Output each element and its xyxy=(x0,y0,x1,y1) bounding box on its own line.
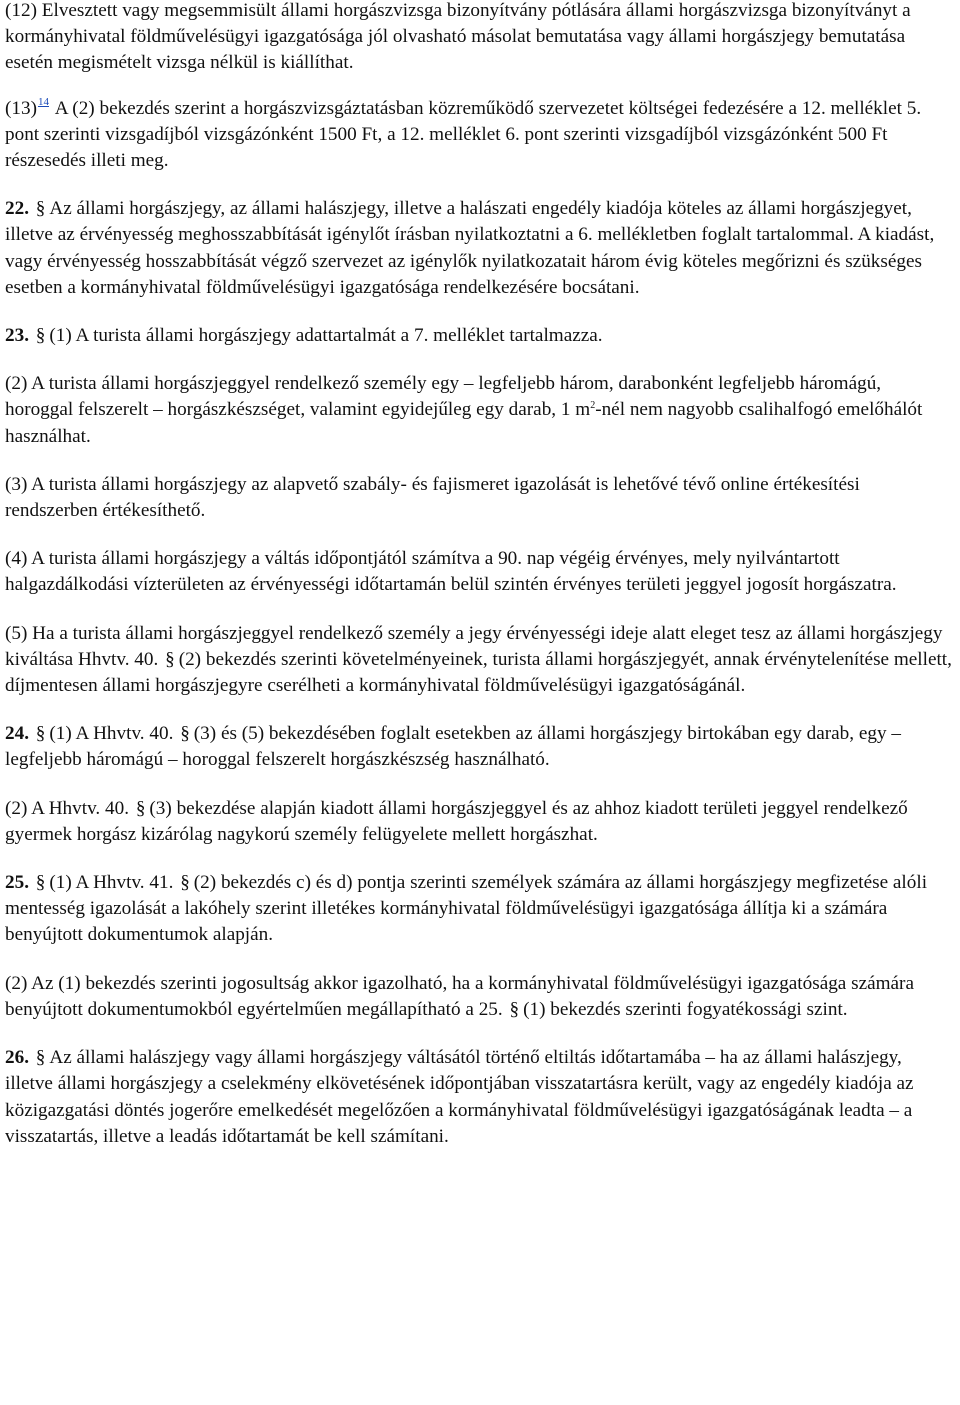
section-25-p2-text-b: (1) bekezdés szerinti fogyatékossági szint. xyxy=(523,998,848,1020)
section-25-paragraph-1 xyxy=(5,870,954,949)
section-25-p1-text-a: (1) A Hhvtv. 41. xyxy=(49,872,174,894)
section-23-paragraph-1 xyxy=(5,323,954,349)
section-23-symbol: § xyxy=(35,325,46,347)
section-24-number: 24. xyxy=(5,723,29,745)
section-23-p5-text-b: (2) bekezdés szerinti követelményeinek, turista állami horgászjegyét, annak érvénytelenítése mellett, díjmentesen állami horgászjegyre cserélheti a kormányhivatal földművelésügyi igazgatóságánál. xyxy=(5,648,952,697)
footnote-link-14[interactable]: 14 xyxy=(37,95,49,108)
section-23-paragraph-3 xyxy=(5,472,954,524)
section-23-paragraph-4 xyxy=(5,546,954,598)
paragraph-13-number: (13) xyxy=(5,97,37,119)
paragraph-12 xyxy=(5,0,954,77)
section-26-symbol: § xyxy=(35,1047,46,1069)
section-25-p2-symbol: § xyxy=(509,998,520,1020)
section-25-p1-text-b: (2) bekezdés c) és d) pontja szerinti személyek számára az állami horgászjegy megfizetése alóli mentesség igazolását a lakóhely szerint illetékes kormányhivatal földművelésügyi igazgatósága állítja ki a számára benyújtott dokumentumok alapján. xyxy=(5,872,928,946)
section-23-p5-text-a: (5) Ha a turista állami horgászjeggyel rendelkező személy a jegy érvényességi ideje alatt eleget tesz az állami horgászjegy kiváltása Hhvtv. 40. xyxy=(5,622,943,670)
section-24-p2-text-b: (3) bekezdése alapján kiadott állami horgászjeggyel és az ahhoz kiadott területi jeggyel rendelkező gyermek horgász kizárólag nagykorú személy felügyelete mellett horgászhat. xyxy=(5,797,908,845)
section-24-p2-text-a: (2) A Hhvtv. 40. xyxy=(5,797,130,819)
section-24-p1-text-b: (3) és (5) bekezdésében foglalt esetekben az állami horgászjegy birtokában egy darab, egy – legfeljebb háromágú – horoggal felszerelt horgászkészség használható. xyxy=(5,723,901,771)
paragraph-13 xyxy=(5,96,954,175)
section-25-p1-symbol: § xyxy=(180,872,190,894)
section-23-p5-symbol: § xyxy=(165,648,175,670)
section-23-paragraph-5 xyxy=(5,621,954,700)
paragraph-12-text: (12) Elvesztett vagy megsemmisült állami horgászvizsga bizonyítvány pótlására állami horgászvizsga bizonyítványt a kormányhivatal földművelésügyi igazgatósága jól olvasható másolat bemutatása vagy állami horgászjegy bemutatása esetén megismételt vizsga nélkül is kiállíthat. xyxy=(5,0,911,74)
section-23-number: 23. xyxy=(5,325,29,347)
section-22-text: Az állami horgászjegy, az állami halászjegy, illetve a halászati engedély kiadója köteles az állami horgászjegyet, illetve az érvényesség meghosszabbítását igénylőt írásban nyilatkoztatni a 6. mellékletben foglalt tartalommal. A kiadást, vagy érvényesség hosszabbítását végző szervezet az igénylők nyilatkozatait három évig köteles megőrizni és szükséges esetben a kormányhivatal földművelésügyi igazgatósága rendelkezésére bocsátani. xyxy=(5,198,935,298)
section-26-text: Az állami halászjegy vagy állami horgászjegy váltásától történő eltiltás időtartamába – ha az állami halászjegy, illetve állami horgászjegy a cselekmény elkövetésének időpontjában visszatartásra került, vagy az engedély kiadója az közigazgatási döntés jogerőre emelkedését megelőzően a kormányhivatal földművelésügyi igazgatóságának leadta – a visszatartás, illetve a leadás időtartamát be kell számítani. xyxy=(5,1047,914,1147)
section-26-number: 26. xyxy=(5,1047,29,1069)
paragraph-13-text: A (2) bekezdés szerint a horgászvizsgáztatásban közreműködő szervezetet költségei fedezésére a 12. melléklet 5. pont szerinti vizsgadíjból vizsgázónként 1500 Ft, a 12. melléklet 6. pont szerinti vizsgadíjból vizsgázónként 500 Ft részesedés illeti meg. xyxy=(5,97,922,172)
section-24-p2-symbol: § xyxy=(135,797,146,819)
section-23-paragraph-2 xyxy=(5,371,954,450)
section-26 xyxy=(5,1045,954,1150)
section-25-paragraph-2 xyxy=(5,971,954,1023)
section-24-p1-text-a: (1) A Hhvtv. 40. xyxy=(49,723,174,745)
section-25-number: 25. xyxy=(5,872,29,894)
section-22-symbol: § xyxy=(35,198,46,220)
section-23-p3-text: (3) A turista állami horgászjegy az alapvető szabály- és fajismeret igazolását is lehetővé tévő online értékesítési rendszerben értékesíthető. xyxy=(5,473,860,522)
section-23-p2-text-b: -nél nem nagyobb csalihalfogó emelőhálót használhat. xyxy=(5,399,923,447)
section-22-number: 22. xyxy=(5,198,29,220)
section-23-p2-text-a: (2) A turista állami horgászjeggyel rendelkező személy egy – legfeljebb három, darabonként legfeljebb háromágú, horoggal felszerelt – horgászkészséget, valamint egyidejűleg egy darab, 1 m xyxy=(5,373,882,421)
section-22 xyxy=(5,196,954,301)
section-25-symbol: § xyxy=(35,872,46,894)
section-23-p4-text: (4) A turista állami horgászjegy a váltás időpontjától számítva a 90. nap végéig érvényes, mely nyilvántartott halgazdálkodási vízterületen az érvényességi időtartamán belül szintén érvényes területi jeggyel jogosít horgászatra. xyxy=(5,548,897,596)
section-25-p2-text-a: (2) Az (1) bekezdés szerinti jogosultság akkor igazolható, ha a kormányhivatal földművelésügyi igazgatósága számára benyújtott dokumentumokból egyértelműen megállapítható a 25. xyxy=(5,972,914,1020)
section-23-p2-superscript: 2 xyxy=(590,400,596,412)
section-24-p1-symbol: § xyxy=(180,723,190,745)
section-24-paragraph-2 xyxy=(5,796,954,848)
section-24-symbol: § xyxy=(35,723,46,745)
section-24-paragraph-1 xyxy=(5,721,954,773)
section-23-p1-text: (1) A turista állami horgászjegy adattartalmát a 7. melléklet tartalmazza. xyxy=(49,325,603,347)
